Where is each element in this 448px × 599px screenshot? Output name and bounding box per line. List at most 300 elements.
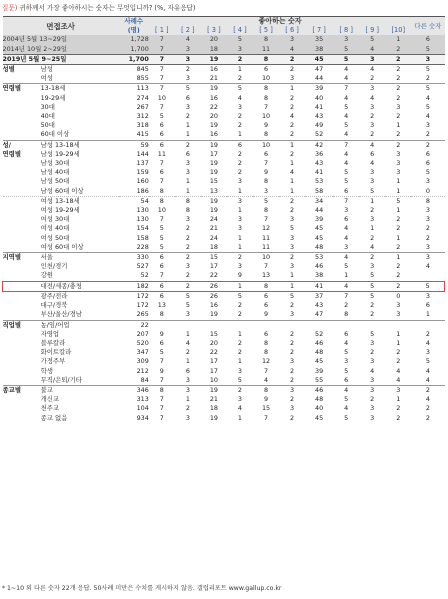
value-cell-10: 4 (396, 375, 401, 384)
value-cell-3: 19 (209, 159, 218, 168)
value-cell-1: 9 (159, 329, 164, 338)
value-cell-3: 24 (209, 215, 218, 224)
value-cell-5: 5 (253, 196, 279, 206)
value-cell-10: 1 (396, 186, 401, 195)
value-cell-7: 43 (315, 301, 324, 310)
group-label (3, 291, 41, 301)
value-cell-7: 48 (315, 348, 324, 357)
row-label: 화이트칼라 (40, 348, 72, 357)
value-cell-1: 7 (149, 45, 175, 55)
value-cell-9 (359, 320, 385, 330)
header-row-1 (3, 17, 445, 27)
value-cell-8: 4 (333, 65, 359, 75)
value-cell-2: 1 (185, 186, 190, 195)
other-number-cell: 4 (425, 395, 430, 404)
value-cell-8: 7 (344, 291, 349, 300)
value-cell-4: 1 (227, 281, 253, 291)
value-cell-2: 6 (185, 93, 190, 102)
value-cell-8: 5 (344, 121, 349, 130)
value-cell-4: 3 (237, 262, 242, 271)
value-cell-7: 43 (315, 112, 324, 121)
value-cell-2: 2 (185, 404, 190, 413)
sample-size-cell: 313 (136, 395, 149, 404)
header-sample-size: 사례수 (명) (119, 17, 149, 36)
survey-table (2, 16, 445, 423)
value-cell-7: 41 (305, 281, 333, 291)
other-number-cell: 6 (411, 35, 444, 44)
group-label (3, 404, 41, 413)
value-cell-1: 5 (159, 242, 164, 251)
value-cell-4: 2 (237, 301, 242, 310)
value-cell-4: 2 (237, 348, 242, 357)
value-cell-3: 21 (209, 74, 218, 83)
value-cell-6: 3 (290, 233, 295, 242)
value-cell-3: 16 (209, 130, 218, 139)
value-cell-10: 1 (396, 121, 401, 130)
value-cell-1: 8 (149, 385, 175, 395)
value-cell-8: 3 (344, 357, 349, 366)
value-cell-7: 53 (315, 177, 324, 186)
group-label (3, 376, 41, 386)
value-cell-10: 5 (385, 196, 411, 206)
value-cell-5 (253, 320, 279, 330)
value-cell-9: 2 (370, 233, 375, 242)
value-cell-5: 10 (261, 112, 271, 121)
value-cell-2: 5 (175, 84, 201, 94)
sample-size-cell: 113 (119, 84, 149, 94)
value-cell-1: 10 (157, 206, 166, 215)
value-cell-1: 7 (149, 84, 175, 94)
value-cell-10: 3 (396, 301, 401, 310)
value-cell-10: 2 (385, 140, 411, 150)
value-cell-4: 3 (237, 224, 242, 233)
value-cell-3: 20 (209, 338, 218, 347)
group-label (3, 74, 41, 84)
value-cell-5: 10 (261, 74, 271, 83)
value-cell-7: 53 (305, 253, 333, 263)
other-number-cell (411, 271, 444, 281)
table-row (3, 404, 445, 413)
value-cell-10: 1 (396, 329, 401, 338)
value-cell-7: 42 (305, 140, 333, 150)
question-text: 귀하께서 가장 좋아하시는 숫자는 무엇입니까? (%, 자유응답) (19, 4, 196, 12)
value-cell-2: 3 (185, 310, 190, 319)
value-cell-2: 1 (185, 357, 190, 366)
row-label: 자영업 (40, 329, 60, 338)
table-row (3, 130, 445, 140)
row-label: 여성 30대 (40, 215, 70, 224)
other-number-cell: 5 (411, 65, 444, 75)
row-label: 농/임/어업 (41, 320, 119, 330)
value-cell-8: 5 (344, 395, 349, 404)
group-label (3, 414, 41, 423)
row-label: 불교 (41, 385, 119, 395)
value-cell-10: 2 (396, 348, 401, 357)
sample-size-cell: 212 (136, 366, 149, 375)
value-cell-4: 5 (237, 291, 242, 300)
table-row (3, 330, 445, 339)
value-cell-9: 3 (370, 262, 375, 271)
value-cell-9: 1 (359, 196, 385, 206)
sample-size-cell: 228 (136, 242, 149, 251)
value-cell-1: 7 (149, 35, 175, 44)
value-cell-4: 2 (237, 159, 242, 168)
value-cell-6: 2 (290, 301, 295, 310)
group-label (3, 224, 41, 233)
value-cell-10: 0 (396, 291, 401, 300)
value-cell-7: 38 (315, 271, 324, 280)
value-cell-4: 2 (237, 74, 242, 83)
table-row (3, 215, 445, 224)
table-row (3, 291, 445, 301)
sample-size-cell: 59 (119, 140, 149, 150)
value-cell-3: 20 (209, 112, 218, 121)
group-label: 성별 (3, 65, 41, 75)
other-number-cell: 2 (425, 130, 430, 139)
value-cell-4: 4 (237, 93, 242, 102)
value-cell-4: 1 (237, 206, 242, 215)
value-cell-7: 45 (315, 224, 324, 233)
other-number-cell: 2 (425, 413, 430, 422)
other-number-cell: 2 (425, 74, 430, 83)
value-cell-7: 58 (315, 186, 324, 195)
value-cell-10: 2 (396, 93, 401, 102)
row-label: 남성 50대 (40, 177, 70, 186)
other-number-cell: 2 (425, 233, 430, 242)
value-cell-6: 2 (290, 206, 295, 215)
sample-size-cell: 160 (136, 177, 149, 186)
row-label: 남성 40대 (40, 168, 70, 177)
table-row (3, 348, 445, 357)
table-row (3, 103, 445, 112)
table-row (3, 140, 445, 150)
value-cell-1: 7 (159, 177, 164, 186)
value-cell-2: 3 (185, 74, 190, 83)
other-number-cell: 5 (411, 84, 444, 94)
value-cell-5: 8 (253, 35, 279, 44)
group-label: 성/ (3, 140, 41, 150)
value-cell-7: 48 (315, 242, 324, 251)
value-cell-1: 6 (149, 140, 175, 150)
value-cell-10: 2 (385, 54, 411, 64)
value-cell-9: 4 (370, 366, 375, 375)
value-cell-9: 4 (359, 140, 385, 150)
other-number-cell: 3 (425, 206, 430, 215)
value-cell-7: 44 (315, 206, 324, 215)
table-row (3, 271, 445, 281)
value-cell-3: 19 (201, 84, 227, 94)
sample-size-cell: 159 (136, 168, 149, 177)
row-label: 대구/경북 (40, 301, 68, 310)
header-number-1: [ 1 ] (149, 26, 175, 35)
row-label: 남성 (41, 65, 119, 75)
value-cell-10: 2 (396, 74, 401, 83)
value-cell-9: 3 (370, 168, 375, 177)
value-cell-5: 6 (263, 301, 269, 310)
value-cell-2: 3 (185, 375, 190, 384)
value-cell-7: 36 (315, 149, 324, 158)
row-label: 무직/은퇴/기타 (40, 375, 82, 384)
value-cell-5: 8 (253, 385, 279, 395)
question (2, 3, 196, 13)
other-number-cell (411, 320, 444, 330)
history-row (3, 45, 445, 55)
value-cell-6: 1 (279, 84, 305, 94)
value-cell-5: 11 (261, 242, 271, 251)
value-cell-4: 3 (237, 177, 242, 186)
footnote: * 1~10 외 다른 숫자 22개 응답. 50사례 미만은 수치를 게시하지 않음. 갤럽리포트 www.gallup.co.kr (2, 585, 282, 592)
value-cell-9: 5 (370, 271, 375, 280)
value-cell-6: 1 (279, 281, 305, 291)
value-cell-1: 5 (159, 348, 164, 357)
value-cell-4: 3 (227, 45, 253, 55)
value-cell-3: 19 (201, 140, 227, 150)
value-cell-2: 2 (185, 348, 190, 357)
value-cell-9: 4 (370, 93, 375, 102)
value-cell-2: 3 (185, 262, 190, 271)
other-number-cell: 5 (425, 102, 430, 111)
table-row (3, 150, 445, 159)
value-cell-10: 2 (385, 84, 411, 94)
sample-size-cell: 182 (119, 281, 149, 291)
value-cell-10: 1 (385, 35, 411, 44)
group-label (3, 112, 41, 121)
header-number-5: [ 5 ] (253, 26, 279, 35)
group-label (3, 94, 41, 103)
sample-size-cell: 312 (136, 112, 149, 121)
table-row (3, 177, 445, 186)
value-cell-8: 6 (344, 186, 349, 195)
group-label (3, 357, 41, 366)
table-row (3, 281, 445, 291)
value-cell-2: 3 (175, 54, 201, 64)
other-number-cell: 3 (425, 215, 430, 224)
value-cell-6: 2 (279, 54, 305, 64)
value-cell-8: 4 (344, 404, 349, 413)
value-cell-10: 2 (396, 215, 401, 224)
value-cell-10: 2 (396, 112, 401, 121)
value-cell-8 (333, 320, 359, 330)
other-number-cell: 4 (425, 375, 430, 384)
table-row (3, 65, 445, 75)
value-cell-5: 8 (253, 84, 279, 94)
value-cell-3: 24 (209, 233, 218, 242)
sample-size-cell: 158 (136, 233, 149, 242)
value-cell-6: 2 (290, 366, 295, 375)
value-cell-8: 4 (344, 233, 349, 242)
value-cell-8: 5 (344, 102, 349, 111)
value-cell-2: 2 (185, 224, 190, 233)
value-cell-5: 9 (263, 168, 269, 177)
value-cell-1: 8 (149, 196, 175, 206)
group-label (3, 196, 41, 206)
other-number-cell: 2 (411, 385, 444, 395)
value-cell-5: 3 (263, 186, 269, 195)
other-number-cell: 6 (425, 159, 430, 168)
value-cell-9: 3 (359, 54, 385, 64)
sample-size-cell: 318 (136, 121, 149, 130)
value-cell-9: 4 (359, 65, 385, 75)
value-cell-5: 7 (263, 262, 269, 271)
value-cell-5: 7 (263, 102, 269, 111)
other-number-cell: 3 (425, 177, 430, 186)
value-cell-2: 8 (175, 196, 201, 206)
row-label: 여성 40대 (40, 224, 70, 233)
value-cell-8: 3 (333, 35, 359, 44)
sample-size-cell: 415 (136, 130, 149, 139)
value-cell-9: 2 (370, 301, 375, 310)
other-number-cell: 3 (425, 348, 430, 357)
value-cell-4: 9 (237, 271, 242, 280)
value-cell-9: 3 (370, 102, 375, 111)
value-cell-7: 41 (315, 168, 324, 177)
sample-size-cell: 172 (136, 291, 149, 300)
value-cell-5: 7 (263, 413, 269, 422)
row-label: 50대 (40, 121, 55, 130)
value-cell-5: 9 (263, 121, 269, 130)
value-cell-9: 2 (359, 253, 385, 263)
value-cell-2: 6 (185, 366, 190, 375)
value-cell-10: 3 (396, 310, 401, 319)
header-other-number: 다른 숫자 (411, 17, 444, 36)
value-cell-6: 4 (290, 112, 295, 121)
group-label: 종교별 (3, 385, 41, 395)
value-cell-1: 5 (159, 224, 164, 233)
value-cell-8: 7 (333, 84, 359, 94)
value-cell-10: 1 (396, 395, 401, 404)
value-cell-5: 13 (261, 271, 271, 280)
value-cell-9: 3 (370, 357, 375, 366)
value-cell-6: 3 (290, 404, 295, 413)
value-cell-3: 17 (209, 357, 218, 366)
value-cell-10: 1 (385, 253, 411, 263)
row-label: 남성 60대 이상 (40, 186, 84, 195)
value-cell-3: 15 (209, 329, 218, 338)
row-label: 블루칼라 (40, 338, 66, 347)
value-cell-3: 22 (209, 102, 218, 111)
other-number-cell: 3 (425, 242, 430, 251)
value-cell-1: 6 (159, 121, 164, 130)
row-label: 여성 (40, 74, 53, 83)
value-cell-3: 17 (209, 149, 218, 158)
value-cell-5: 11 (261, 233, 271, 242)
total-row (3, 54, 445, 64)
row-label: 여성 50대 (40, 233, 70, 242)
value-cell-4: 3 (237, 366, 242, 375)
value-cell-7: 35 (305, 35, 333, 44)
table-body (3, 35, 445, 422)
group-label (3, 339, 41, 348)
header-number-4: [ 4 ] (227, 26, 253, 35)
value-cell-1: 6 (149, 281, 175, 291)
value-cell-10: 2 (385, 45, 411, 55)
table-row (3, 112, 445, 121)
sample-size-cell: 172 (136, 301, 149, 310)
value-cell-2: 1 (185, 329, 190, 338)
value-cell-2: 2 (185, 233, 190, 242)
group-label (3, 301, 41, 310)
value-cell-6: 3 (290, 357, 295, 366)
value-cell-9: 4 (370, 242, 375, 251)
value-cell-6: 3 (279, 385, 305, 395)
value-cell-1: 7 (159, 102, 164, 111)
value-cell-3: 19 (201, 54, 227, 64)
value-cell-4: 5 (227, 84, 253, 94)
value-cell-9: 2 (370, 310, 375, 319)
value-cell-9: 4 (359, 45, 385, 55)
value-cell-1: 5 (159, 112, 164, 121)
group-label (3, 103, 41, 112)
value-cell-2: 3 (175, 385, 201, 395)
table-row (3, 310, 445, 320)
value-cell-6: 2 (279, 196, 305, 206)
value-cell-10: 2 (385, 281, 411, 291)
value-cell-8: 1 (344, 271, 349, 280)
value-cell-1: 6 (159, 130, 164, 139)
value-cell-10: 3 (396, 149, 401, 158)
value-cell-4: 3 (227, 196, 253, 206)
sample-size-cell: 845 (119, 65, 149, 75)
value-cell-10: 2 (396, 242, 401, 251)
other-number-cell: 2 (411, 140, 444, 150)
row-label: 60대 이상 (40, 130, 70, 139)
value-cell-3: 21 (209, 224, 218, 233)
value-cell-8: 3 (344, 206, 349, 215)
table-row (3, 121, 445, 130)
value-cell-8: 4 (344, 93, 349, 102)
value-cell-2: 2 (175, 253, 201, 263)
value-cell-8: 3 (344, 242, 349, 251)
value-cell-7: 43 (315, 159, 324, 168)
value-cell-7: 45 (305, 54, 333, 64)
value-cell-5: 9 (263, 395, 269, 404)
sample-size-cell: 346 (119, 385, 149, 395)
value-cell-2: 2 (185, 112, 190, 121)
value-cell-8: 7 (333, 140, 359, 150)
value-cell-9: 3 (370, 215, 375, 224)
history-label: 2004년 5월 13~29일 (3, 35, 119, 44)
table-row (3, 339, 445, 348)
value-cell-2: 5 (185, 291, 190, 300)
header-number-10: [10] (385, 26, 411, 35)
group-label (3, 395, 41, 404)
group-label (3, 348, 41, 357)
value-cell-6: 2 (290, 130, 295, 139)
value-cell-9: 2 (370, 112, 375, 121)
value-cell-10: 1 (396, 177, 401, 186)
other-number-cell: 8 (411, 196, 444, 206)
table-row (3, 84, 445, 94)
value-cell-8: 4 (333, 253, 359, 263)
value-cell-1: 6 (159, 262, 164, 271)
value-cell-8: 2 (344, 301, 349, 310)
group-label (3, 187, 41, 197)
value-cell-8: 4 (344, 159, 349, 168)
value-cell-6: 2 (279, 253, 305, 263)
value-cell-1: 8 (159, 310, 164, 319)
value-cell-5: 9 (263, 310, 269, 319)
other-number-cell: 5 (411, 45, 444, 55)
table-row (3, 159, 445, 168)
other-number-cell: 3 (411, 253, 444, 263)
sample-size-cell: 130 (136, 215, 149, 224)
value-cell-10: 3 (396, 102, 401, 111)
value-cell-5: 8 (253, 54, 279, 64)
value-cell-7: 38 (305, 45, 333, 55)
value-cell-8: 5 (333, 54, 359, 64)
table-row (3, 168, 445, 177)
value-cell-6: 2 (290, 348, 295, 357)
